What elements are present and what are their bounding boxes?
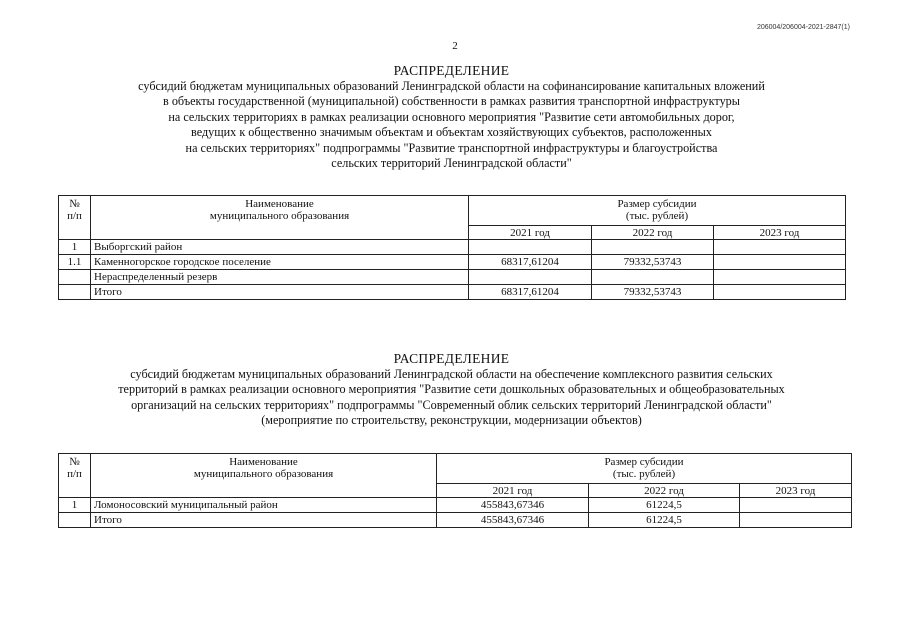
section1-title: РАСПРЕДЕЛЕНИЕ [393,63,510,78]
year-header: 2023 год [714,226,846,240]
col-subsidy-header: Размер субсидии (тыс. рублей) [437,454,852,484]
section1-line: на сельских территориях" подпрограммы "Развитие транспортной инфраструктуры и благоустройства [185,140,718,155]
table-row: 1.1 Каменногорское городское поселение 68317,61204 79332,53743 [59,255,846,270]
section1-line: ведущих к общественно значимым объектам и объектам хозяйствующих субъектов, расположенных [191,125,712,140]
table-row-total: Итого 455843,67346 61224,5 [59,513,852,528]
col-name-header: Наименование муниципального образования [91,196,469,240]
section1-line: на сельских территориях в рамках реализации основного мероприятия "Развитие сети автомобильных дорог, [168,109,735,124]
year-header: 2022 год [592,226,714,240]
col-num-header: № п/п [59,454,91,498]
section1-table [58,195,846,300]
year-header: 2022 год [589,484,740,498]
section2-table [58,453,852,528]
table-row-total: Итого 68317,61204 79332,53743 [59,285,846,300]
table-row: 1 Выборгский район [59,240,846,255]
table-row: 1 Ломоносовский муниципальный район 455843,67346 61224,5 [59,498,852,513]
section1-line: сельских территорий Ленинградской области" [331,156,572,171]
section2-title: РАСПРЕДЕЛЕНИЕ [393,351,510,366]
section2-heading [20,350,883,429]
section2-line: субсидий бюджетам муниципальных образований Ленинградской области на обеспечение комплексного развития сельских [130,367,773,381]
table-row: Нераспределенный резерв [59,270,846,285]
section2-line: организаций на сельских территориях" подпрограммы "Современный облик сельских территорий Ленинградской области" [131,397,772,412]
page-number: 2 [452,40,458,52]
col-num-header: № п/п [59,196,91,240]
year-header: 2021 год [469,226,592,240]
col-name-header: Наименование муниципального образования [91,454,437,498]
section1-heading [20,62,883,171]
document-id: 206004/206004-2021-2847(1) [756,24,850,31]
section1-line: субсидий бюджетам муниципальных образований Ленинградской области на софинансирование капитальных вложений [138,79,765,93]
year-header: 2021 год [437,484,589,498]
section2-line: (мероприятие по строительству, реконструкции, модернизации объектов) [261,413,642,428]
col-subsidy-header: Размер субсидии (тыс. рублей) [469,196,846,226]
section2-line: территорий в рамках реализации основного мероприятия "Развитие сети дошкольных образовательных и общеобразовательных [118,382,785,397]
section1-line: в объекты государственной (муниципальной) собственности в рамках развития транспортной инфраструктуры [163,94,740,109]
year-header: 2023 год [740,484,852,498]
